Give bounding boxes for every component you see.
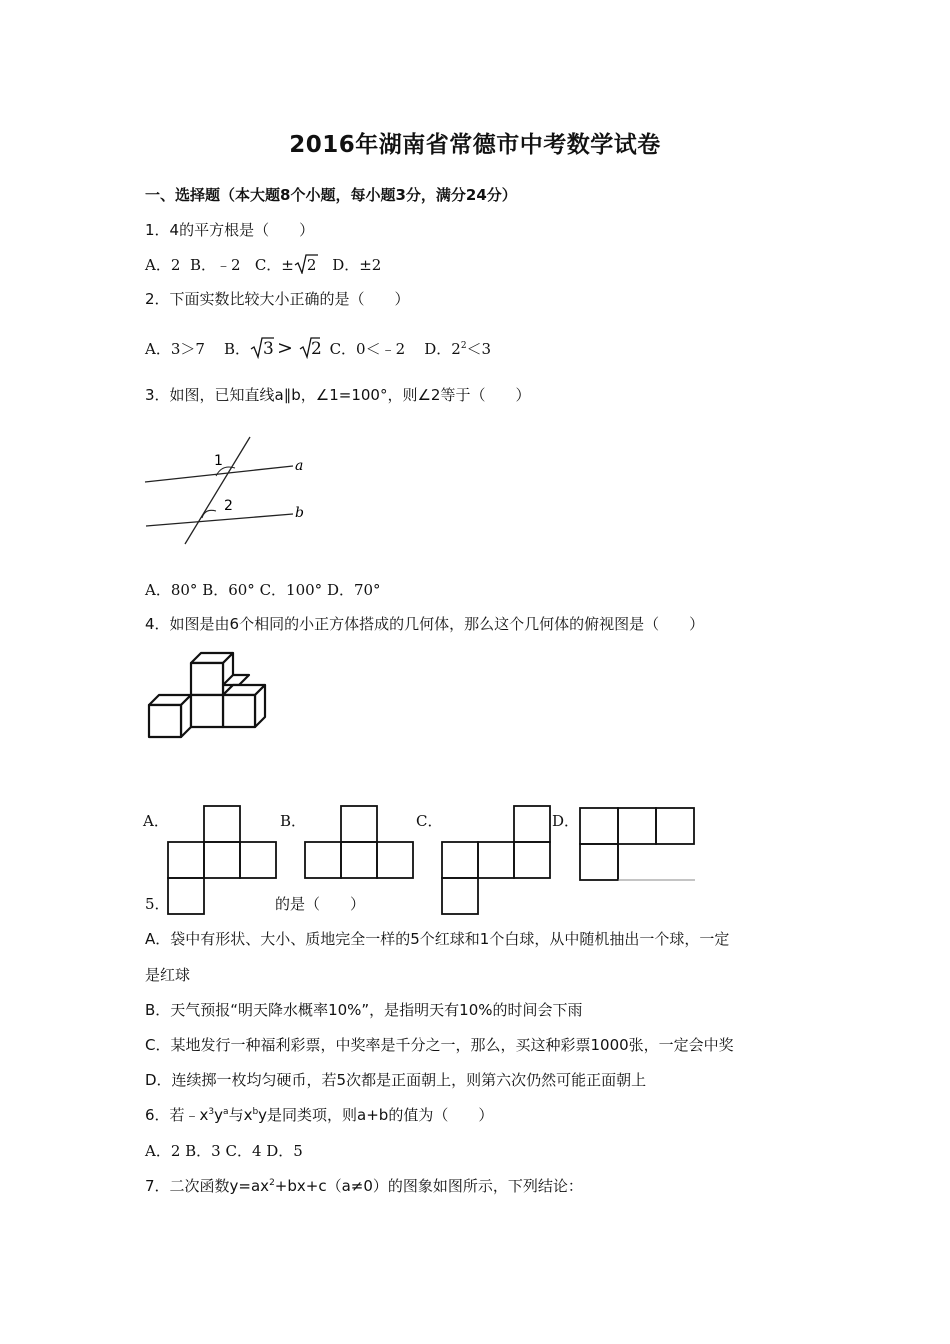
q7-stem: 7．二次函数$y=ax^2+bx+c(a\ne 0)$的图象如图所示，下列结论：: [145, 1177, 583, 1195]
q2-compare: >: [277, 337, 293, 359]
option-c-view: [441, 805, 553, 917]
q5-option-a-line2: 是红球: [145, 966, 191, 984]
q2-option-a: A．3＞7: [145, 340, 205, 358]
angle-2-label: 2: [224, 498, 233, 514]
q1-options: [145, 254, 381, 275]
q4-label-c: C．: [416, 812, 443, 830]
q4-stem: 4．如图是由6个相同的小正方体搭成的几何体，那么这个几何体的俯视图是（ ）: [145, 615, 705, 633]
parallel-lines-figure: [143, 432, 313, 547]
q2-stem: 2．下面实数比较大小正确的是（ ）: [145, 290, 410, 308]
q5-option-a-line1: A．袋中有形状、大小、质地完全一样的5个红球和1个白球，从中随机抽出一个球，一定: [145, 930, 730, 948]
q6-options: A．2 B．3 C．4 D．5: [145, 1142, 303, 1160]
option-d-view: [579, 807, 699, 885]
q1-option-b: B．﹣2: [189, 256, 241, 274]
q2-option-c: C．0＜﹣2: [329, 340, 406, 358]
q1-stem: 1．4的平方根是（ ）: [145, 221, 315, 239]
q2-rad-a: 3: [263, 339, 274, 359]
q6-stem: 6．若$﹣x^3y^a$与$x^by$是同类项，则a+b的值为（ ）: [145, 1106, 494, 1124]
q4-label-d: D．: [552, 812, 580, 830]
q4-label-b: B．: [280, 812, 307, 830]
page-title: 2016年湖南省常德市中考数学试卷: [289, 132, 661, 158]
q5-stem-tail: 的是（ ）: [275, 895, 366, 913]
q5-option-d: D．连续掷一枚均匀硬币，若5次都是正面朝上，则第六次仍然可能正面朝上: [145, 1071, 647, 1089]
line-b-label: b: [295, 505, 304, 521]
option-a-view: [167, 805, 279, 917]
q2-option-d: D．$2^2<3$: [424, 340, 492, 358]
q2-option-b: B．: [224, 340, 251, 358]
q3-stem: 3．如图，已知直线a∥b，∠1=100°，则∠2等于（ ）: [145, 386, 531, 404]
cube-solid-figure: [143, 648, 268, 743]
q2-rad-b: 2: [311, 339, 322, 359]
q5-number: 5．: [145, 895, 170, 913]
q4-label-a: A．: [143, 812, 169, 830]
q1-option-d: D．±2: [332, 256, 382, 274]
q1-option-c: C．±: [254, 256, 294, 274]
line-a-label: a: [295, 458, 304, 474]
angle-1-label: 1: [214, 453, 223, 469]
q5-option-c: C．某地发行一种福利彩票，中奖率是千分之一，那么，买这种彩票1000张，一定会中奖: [145, 1036, 734, 1054]
sqrt-symbol: [294, 255, 318, 273]
q2-radical-compare: [250, 338, 320, 358]
q2-options: [145, 338, 491, 359]
q3-options: A．80° B．60° C．100° D．70°: [145, 581, 381, 599]
q5-option-b: B．天气预报“明天降水概率10%”，是指明天有10%的时间会下雨: [145, 1001, 583, 1019]
q1-option-a: A．2: [145, 256, 181, 274]
q1-radical: 2: [306, 256, 317, 274]
section-heading: 一、选择题（本大题8个小题，每小题3分，满分24分）: [145, 186, 517, 204]
option-b-view: [304, 805, 416, 883]
